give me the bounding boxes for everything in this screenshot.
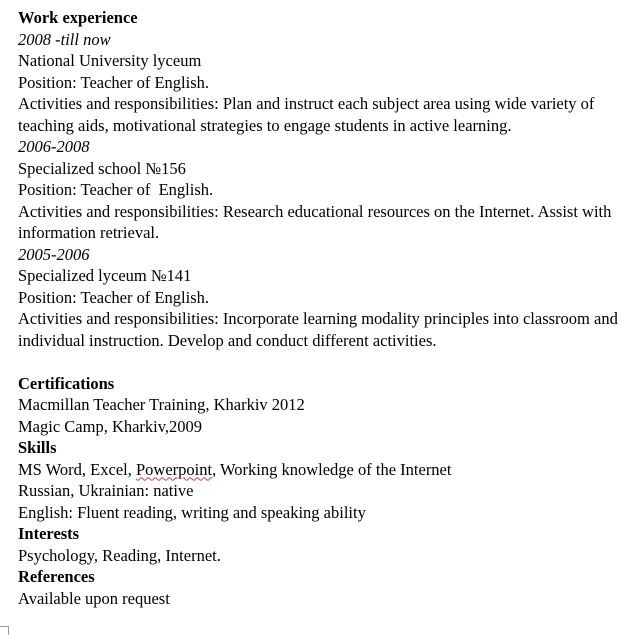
job-position: Position: Teacher of English. — [18, 287, 210, 307]
skills-english: English: Fluent reading, writing and speaking ability — [18, 502, 366, 522]
spellcheck-flagged-word: Powerpoint — [135, 459, 213, 479]
job-place: Specialized school №156 — [18, 158, 186, 178]
skills-languages-native: Russian, Ukrainian: native — [18, 481, 194, 500]
job-entry — [18, 136, 618, 244]
job-period: 2008 -till now — [18, 29, 111, 49]
job-position: Position: Teacher of English. — [18, 180, 214, 199]
work-experience-heading: Work experience — [18, 8, 138, 27]
certification-item: Magic Camp, Kharkiv,2009 — [18, 416, 203, 436]
interests-heading: Interests — [18, 524, 80, 543]
references-text: Available upon request — [18, 588, 170, 608]
certification-item: Macmillan Teacher Training, Kharkiv 2012 — [18, 395, 305, 414]
skills-software-start: MS Word, Excel, — [18, 459, 136, 479]
job-place: National University lyceum — [18, 51, 202, 70]
skills-heading: Skills — [18, 438, 57, 457]
job-activities: Activities and responsibilities: Plan and instruct each subject area using wide variety of teaching aids, motivational strategies to engage students in active learning. — [18, 94, 595, 135]
skills-software — [18, 459, 618, 481]
page-corner-mark — [0, 626, 9, 635]
references-heading: References — [18, 567, 95, 586]
job-activities: Activities and responsibilities: Research educational resources on the Internet. Assist with information retrieval. — [18, 201, 612, 242]
skills-software-end: , Working knowledge of the Internet — [212, 459, 452, 479]
certifications-heading: Certifications — [18, 373, 115, 393]
resume-document — [18, 7, 618, 609]
job-period: 2006-2008 — [18, 137, 90, 156]
interests-text: Psychology, Reading, Internet. — [18, 545, 221, 565]
job-entry — [18, 244, 618, 352]
job-activities: Activities and responsibilities: Incorporate learning modality principles into classroom and individual instruction. Develop and conduct different activities. — [18, 309, 618, 350]
job-period: 2005-2006 — [18, 244, 90, 264]
job-place: Specialized lyceum №141 — [18, 266, 192, 285]
job-entry — [18, 29, 618, 137]
section-spacer — [18, 351, 618, 373]
job-position: Position: Teacher of English. — [18, 72, 210, 92]
